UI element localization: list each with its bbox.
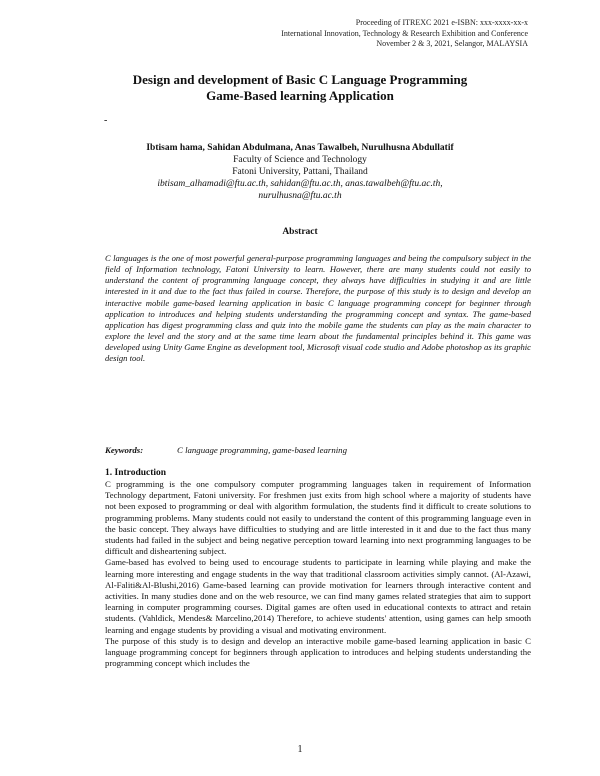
keywords-label: Keywords: (105, 445, 144, 455)
header-line-proceeding: Proceeding of ITREXC 2021 e-ISBN: xxx-xxxx-xx-x (355, 18, 528, 27)
proceedings-header (281, 18, 528, 50)
page-number: 1 (297, 744, 303, 755)
header-line-date-location: November 2 & 3, 2021, Selangor, MALAYSIA (376, 39, 528, 48)
author-emails-line-2: nurulhusna@ftu.ac.th (258, 191, 342, 201)
header-line-conference: International Innovation, Technology & Research Exhibition and Conference (281, 28, 528, 38)
author-emails-line-1: ibtisam_alhamadi@ftu.ac.th, sahidan@ftu.ac.th, anas.tawalbeh@ftu.ac.th, (157, 179, 443, 189)
introduction-paragraph-2: Game-based has evolved to being used to encourage students to participate in learning while playing and make the learning more interesting and engage students in the way that traditional classroom activities simply cannot. (Al-Azawi, Al-Faliti&Al-Blushi,2016) Game-based learning can provide motivation for learners through interactive content and activities. In many studies done and on the web resource, we can find many games related strategies that aim to support learning in computer programming courses. Digital games are often used in educational contexts to attract and retain students. (Vahldick, Mendes& Marcelino,2014) Therefore, to achieve students' attention, using games can help smooth learning and engage students by providing a visual and motivating environment. (105, 557, 531, 635)
title-line-2: Game-Based learning Application (206, 88, 394, 103)
paper-title (0, 72, 600, 104)
abstract-text: C languages is the one of most powerful general-purpose programming languages and being the compulsory subject in the field of Information technology, Fatoni University to learn. However, there are many students could not easily to understand the content of programming language concept, they always have difficulties in studying it and are little interested in it and due to the fact thus failed in course. Therefore, the purpose of this study is to design and develop an interactive mobile game-based learning application in basic C language programming concept for beginner through application to introduces and helping students understanding the programming concept and syntax. The game-based application has digest programming class and quiz into the mobile game the students can play as the main character to explore the level and the story and at the same time learn about the fundamental principles behind it. This game was developed using Unity Game Engine as development tool, Microsoft visual code studio and Adobe photoshop as its graphic design tool. (105, 253, 531, 364)
stray-dash: - (104, 115, 108, 126)
author-block (0, 142, 600, 202)
author-faculty: Faculty of Science and Technology (233, 155, 367, 165)
author-names: Ibtisam hama, Sahidan Abdulmana, Anas Tawalbeh, Nurulhusna Abdullatif (146, 143, 454, 153)
introduction-paragraph-1: C programming is the one compulsory computer programming languages taken in requirement of Information Technology department, Fatoni university. For freshmen just exits from high school where a majority of students have not been exposed to programming or deal with algorithm formulation, the students find it difficult to create solutions to programming problems. Many students could not easily to understand the content of this programming language even in the basic concept. They always have difficulties to studying and are little interested in it and due to the fact thus many students had failed in the subject and being negative perception toward learning into next programming languages to be difficult and disheartening subject. (105, 479, 531, 557)
introduction-body (105, 479, 531, 669)
keywords-line (105, 445, 531, 455)
title-line-1: Design and development of Basic C Language Programming (132, 72, 468, 87)
keywords-text: C language programming, game-based learning (177, 445, 347, 455)
abstract-heading: Abstract (282, 227, 318, 237)
section-heading-introduction: 1. Introduction (105, 468, 167, 478)
introduction-paragraph-3: The purpose of this study is to design and develop an interactive mobile game-based learning application in basic C language programming concept for beginners through application to introduces and helping students understanding the programming concept which includes the (105, 635, 531, 669)
author-university: Fatoni University, Pattani, Thailand (232, 167, 368, 177)
